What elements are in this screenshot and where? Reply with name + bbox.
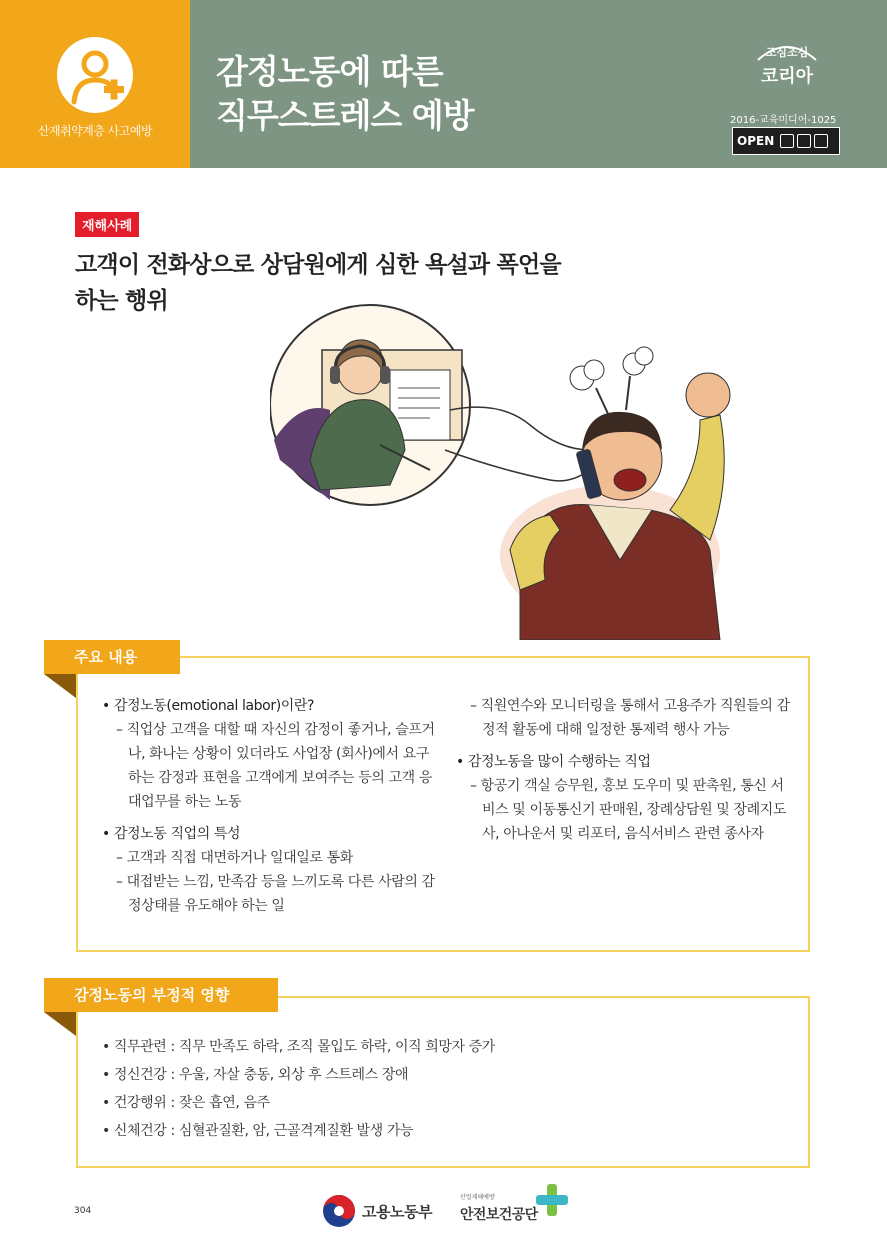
page-number: 304 xyxy=(74,1206,92,1216)
effect-item: • 신체건강 : 심혈관질환, 암, 근골격계질환 발생 가능 xyxy=(102,1123,414,1139)
occupations-list: – 항공기 객실 승무원, 홍보 도우미 및 판촉원, 통신 서비스 및 이동통신기 판매원, 장례상담원 및 장례지도사, 아나운서 및 리포터, 음식서비스 관련 종사자 xyxy=(470,778,786,842)
page-title xyxy=(216,50,474,138)
emotional-labor-definition: – 직업상 고객을 대할 때 자신의 감정이 좋거나, 슬프거나, 화나는 상황이 있더라도 사업장 (회사)에서 요구하는 감정과 표현을 고객에게 보여주는 등의 고객 응대업무를 하는 노동 xyxy=(116,722,435,810)
call-center-illustration xyxy=(270,300,740,640)
negative-effects-tag: 감정노동의 부정적 영향 xyxy=(44,978,278,1012)
logo-main-text: 코리아 xyxy=(760,66,814,87)
open-license-badge xyxy=(732,127,840,155)
logo-top-text: 조심조심 xyxy=(765,46,809,59)
license-icon-noncommercial xyxy=(797,134,811,148)
tag-fold xyxy=(44,674,76,698)
page-title-line1: 감정노동에 따른 xyxy=(216,52,443,91)
careful-korea-logo xyxy=(750,38,824,96)
effect-item: • 직무관련 : 직무 만족도 하락, 조직 몰입도 하락, 이직 희망자 증가 xyxy=(102,1039,495,1055)
effect-item: • 정신건강 : 우울, 자살 충동, 외상 후 스트레스 장애 xyxy=(102,1067,409,1083)
tag-fold xyxy=(44,1012,76,1036)
ministry-logo xyxy=(322,1194,432,1228)
occupations-heading: • 감정노동을 많이 수행하는 직업 xyxy=(456,754,651,770)
main-content-right-column xyxy=(456,694,796,846)
taegeuk-icon xyxy=(322,1194,356,1228)
negative-effects-list xyxy=(102,1033,782,1145)
kosha-logo xyxy=(460,1184,570,1224)
category-label: 산재취약계층 사고예방 xyxy=(37,124,153,138)
job-characteristics-heading: • 감정노동 직업의 특성 xyxy=(102,826,241,842)
job-characteristic-item: – 고객과 직접 대면하거나 일대일로 통화 xyxy=(116,850,353,866)
open-label: OPEN xyxy=(737,134,775,148)
case-tag: 재해사례 xyxy=(75,212,139,237)
license-icon-attribution xyxy=(780,134,794,148)
license-icon-noderivs xyxy=(814,134,828,148)
worker-plus-icon xyxy=(56,36,134,114)
document-code: 2016-교육미디어-1025 xyxy=(730,115,837,126)
job-characteristic-item: – 직원연수와 모니터링을 통해서 고용주가 직원들의 감정적 활동에 대해 일정한 통제력 행사 가능 xyxy=(470,698,790,738)
emotional-labor-heading: • 감정노동(emotional labor)이란? xyxy=(102,698,315,714)
main-content-tag: 주요 내용 xyxy=(44,640,180,674)
page-title-line2: 직무스트레스 예방 xyxy=(216,96,474,135)
case-title-line2: 하는 행위 xyxy=(75,288,168,314)
effect-item: • 건강행위 : 잦은 흡연, 음주 xyxy=(102,1095,270,1111)
kosha-small-text: 산업재해예방 xyxy=(460,1194,495,1201)
case-title-line1: 고객이 전화상으로 상담원에게 심한 욕설과 폭언을 xyxy=(75,252,561,278)
main-content-left-column xyxy=(102,694,442,918)
ministry-name: 고용노동부 xyxy=(362,1202,432,1221)
job-characteristic-item: – 대접받는 느낌, 만족감 등을 느끼도록 다른 사람의 감정상태를 유도해야 하는 일 xyxy=(116,874,435,914)
green-cross-icon xyxy=(536,1184,568,1216)
kosha-name: 안전보건공단 xyxy=(460,1207,538,1223)
